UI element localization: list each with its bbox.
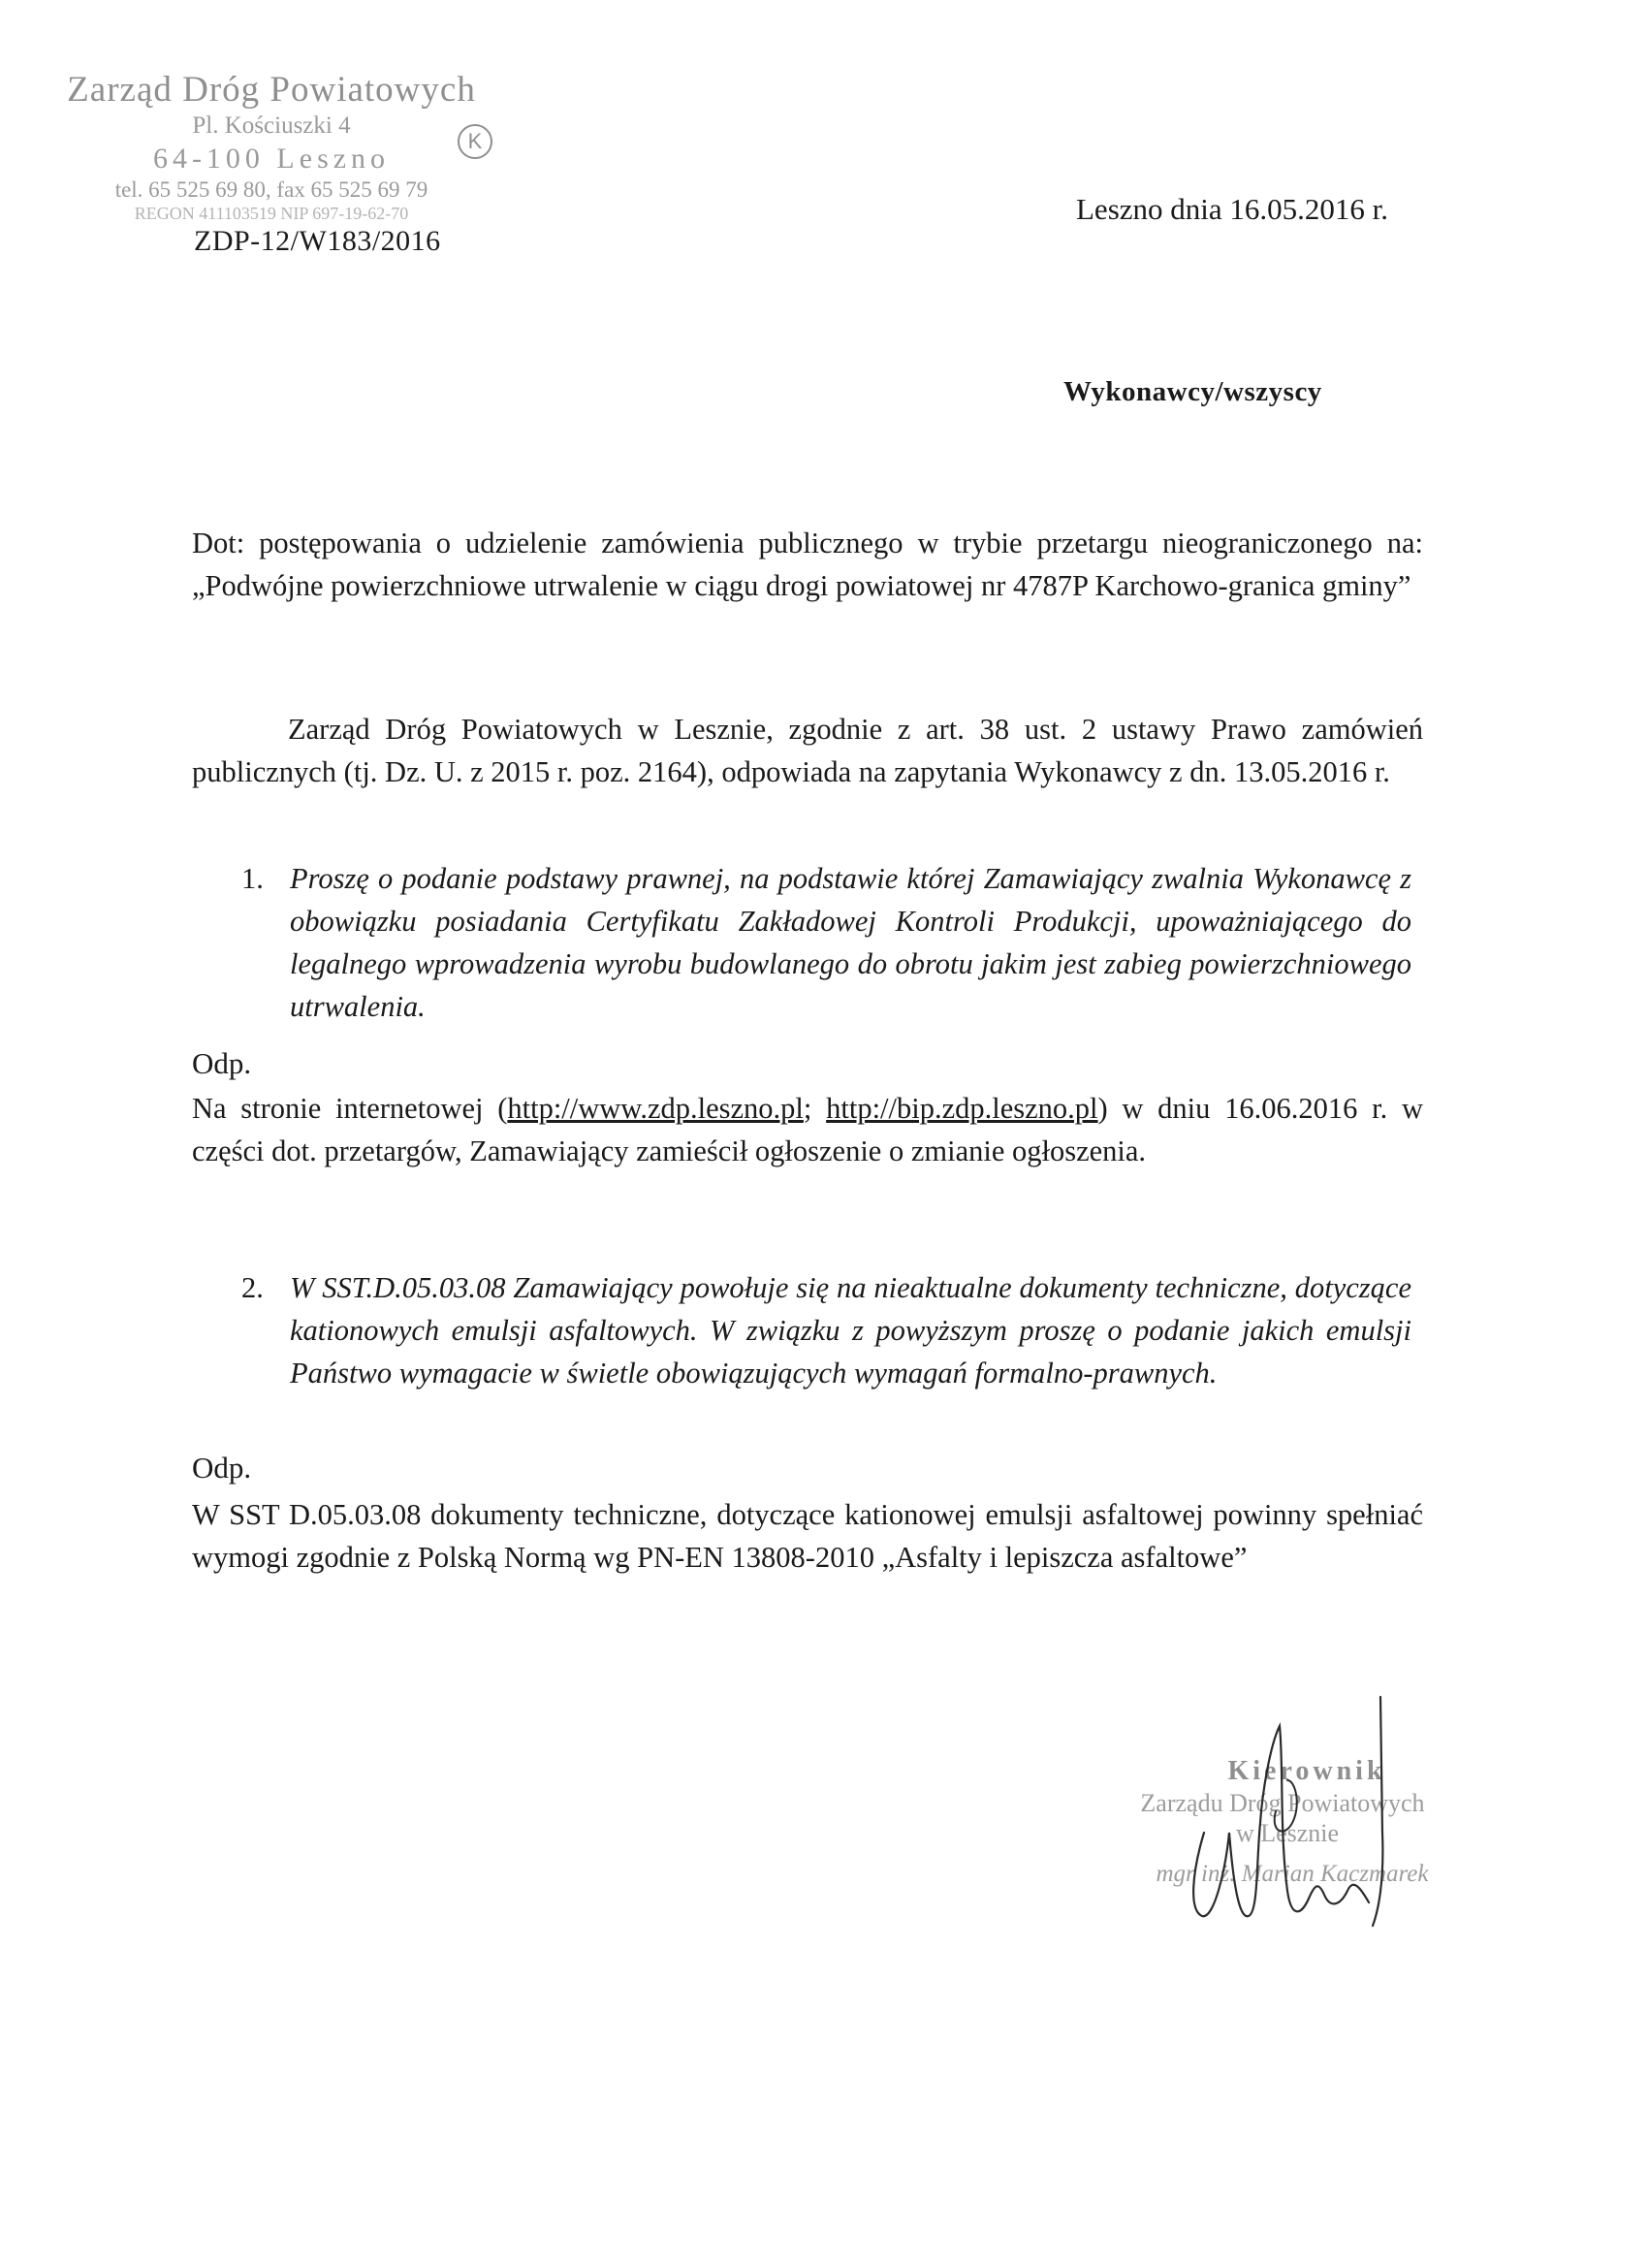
question-number: 2. xyxy=(241,1271,264,1304)
stamp-street: Pl. Kościuszki 4 xyxy=(192,112,351,140)
link-separator: ; xyxy=(803,1092,827,1125)
handwritten-signature xyxy=(1125,1687,1454,1939)
answer-label: Odp. xyxy=(192,1451,252,1485)
stamp-city: 64-100 Leszno xyxy=(152,142,391,175)
website-link[interactable]: http://www.zdp.leszno.pl xyxy=(507,1092,804,1125)
intro-paragraph: Zarząd Dróg Powiatowych w Lesznie, zgodnie z art. 38 ust. 2 ustawy Prawo zamówień publicznych (tj. Dz. U. z 2015 r. poz. 2164), odpowiada na zapytania Wykonawcy z dn. 13.05.2016 r. xyxy=(192,713,1423,788)
sender-stamp xyxy=(39,68,504,225)
signatory-org: Zarządu Dróg Powiatowych xyxy=(1140,1788,1425,1817)
letter-date: Leszno dnia 16.05.2016 r. xyxy=(1076,192,1389,226)
question-number: 1. xyxy=(241,862,264,895)
stamp-regon: REGON 411103519 NIP 697-19-62-70 xyxy=(134,204,409,224)
answer-text: Na stronie internetowej ( xyxy=(192,1092,508,1125)
answer-2: W SST D.05.03.08 dokumenty techniczne, dotyczące kationowej emulsji asfaltowej powinny spełniać wymogi zgodnie z Polską Normą wg PN-EN 13808-2010 „Asfalty i lepiszcza asfaltowe” xyxy=(192,1498,1423,1574)
stamp-org-name: Zarząd Dróg Powiatowych xyxy=(67,70,476,110)
addressee: Wykonawcy/wszyscy xyxy=(1063,376,1322,407)
signatory-name: mgr inż. Marian Kaczmarek xyxy=(1156,1860,1429,1887)
question-text: Proszę o podanie podstawy prawnej, na podstawie której Zamawiający zwalnia Wykonawcę z obowiązku posiadania Certyfikatu Zakładowej Kontroli Produkcji, upoważniającego do legalnego wprowadzenia wyrobu budowlanego do obrotu jakim jest zabieg powierzchniowego utrwalenia. xyxy=(290,862,1411,1023)
question-text: W SST.D.05.03.08 Zamawiający powołuje się na nieaktualne dokumenty techniczne, dotyczące kationowych emulsji asfaltowych. W związku z powyższym proszę o podanie jakich emulsji Państwo wymagacie w świetle obowiązujących wymagań formalno-prawnych. xyxy=(290,1271,1411,1390)
answer-1 xyxy=(192,1087,1423,1172)
bip-link[interactable]: http://bip.zdp.leszno.pl xyxy=(826,1092,1098,1125)
stamp-k-mark: K xyxy=(458,124,492,159)
question-1 xyxy=(241,857,1411,1028)
subject-paragraph: Dot: postępowania o udzielenie zamówienia publicznego w trybie przetargu nieograniczonego na: „Podwójne powierzchniowe utrwalenie w ciągu drogi powiatowej nr 4787P Karchowo-granica gminy” xyxy=(192,527,1423,602)
answer-text: ) w dniu 16.06.2016 r. w części dot. przetargów, Zamawiający zamieścił ogłoszenie o zmianie ogłoszenia. xyxy=(192,1092,1423,1167)
stamp-phone: tel. 65 525 69 80, fax 65 525 69 79 xyxy=(114,177,428,203)
signatory-title: Kierownik xyxy=(1227,1756,1386,1786)
signatory-org-city: w Lesznie xyxy=(1235,1818,1340,1847)
answer-label: Odp. xyxy=(192,1046,252,1080)
reference-number: ZDP-12/W183/2016 xyxy=(194,225,441,257)
question-2 xyxy=(241,1266,1411,1394)
